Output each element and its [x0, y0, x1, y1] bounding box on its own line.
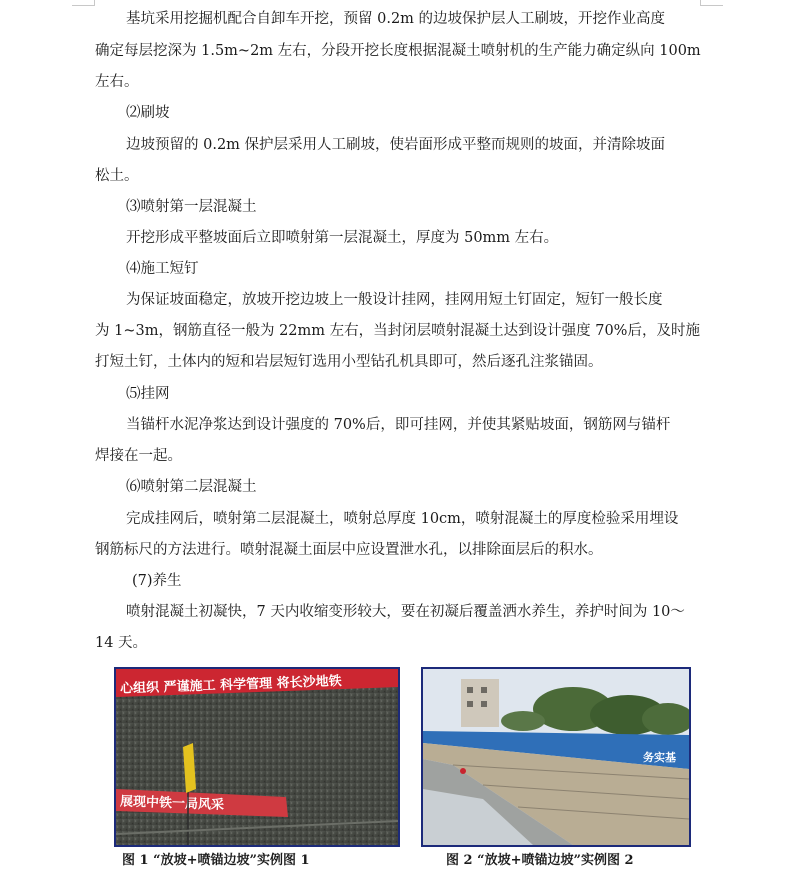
paragraph-line: 为 1~3m，钢筋直径一般为 22mm 左右，当封闭层喷射混凝土达到设计强度 70%后，及时施: [95, 323, 700, 339]
bottom-banner-text: 展现中铁一局风采: [119, 794, 225, 813]
section-heading: ⑷施工短钉: [126, 261, 199, 277]
paragraph-line: 边坡预留的 0.2m 保护层采用人工刷坡，使岩面形成平整而规则的坡面，并清除坡面: [126, 137, 666, 153]
paragraph-line: 确定每层挖深为 1.5m~2m 左右，分段开挖长度根据混凝土喷射机的生产能力确定纵向 100m: [95, 43, 701, 59]
section-heading: ⑶喷射第一层混凝土: [126, 199, 257, 215]
paragraph-line: 钢筋标尺的方法进行。喷射混凝土面层中应设置泄水孔，以排除面层后的积水。: [95, 542, 603, 558]
section-heading: ⑸挂网: [126, 386, 170, 402]
worker: [460, 768, 466, 774]
paragraph-line: 打短土钉，土体内的短和岩层短钉选用小型钻孔机具即可，然后逐孔注浆锚固。: [95, 354, 603, 370]
paragraph-line: 开挖形成平整坡面后立即喷射第一层混凝土，厚度为 50mm 左右。: [126, 230, 559, 246]
paragraph-line: 基坑采用挖掘机配合自卸车开挖，预留 0.2m 的边坡保护层人工刷坡，开挖作业高度: [126, 11, 666, 27]
figure-2-photo: [421, 667, 691, 847]
page-corner-mark-left: [72, 0, 95, 6]
paragraph-line: 当锚杆水泥净浆达到设计强度的 70%后，即可挂网，并使其紧贴坡面，钢筋网与锚杆: [126, 417, 671, 433]
figure-1-caption: 图 1 “放坡+喷锚边坡”实例图 1: [122, 853, 310, 868]
excavation-pit-photo: [423, 669, 689, 845]
paragraph-line: 14 天。: [95, 635, 148, 651]
paragraph-line: 焊接在一起。: [95, 448, 182, 464]
slope-banner-photo: [116, 669, 398, 845]
paragraph-line: 为保证坡面稳定，放坡开挖边坡上一般设计挂网，挂网用短土钉固定，短钉一般长度: [126, 292, 663, 308]
paragraph-line: 喷射混凝土初凝快，7 天内收缩变形较大，要在初凝后覆盖洒水养生，养护时间为 10～: [126, 604, 685, 620]
paragraph-line: 左右。: [95, 74, 139, 90]
top-banner-text: 心组织 严谨施工 科学管理 将长沙地铁: [119, 674, 342, 697]
section-heading: ⑵刷坡: [126, 105, 170, 121]
paragraph-line: 完成挂网后，喷射第二层混凝土，喷射总厚度 10cm，喷射混凝土的厚度检验采用埋设: [126, 511, 679, 527]
fence-text: 务实基: [643, 751, 676, 764]
paragraph-line: 松土。: [95, 168, 139, 184]
figure-2-caption: 图 2 “放坡+喷锚边坡”实例图 2: [446, 853, 634, 868]
building: [461, 679, 499, 727]
figure-1-photo: [114, 667, 400, 847]
section-heading: (7)养生: [132, 573, 182, 589]
section-heading: ⑹喷射第二层混凝土: [126, 479, 257, 495]
page-corner-mark-right: [700, 0, 723, 6]
